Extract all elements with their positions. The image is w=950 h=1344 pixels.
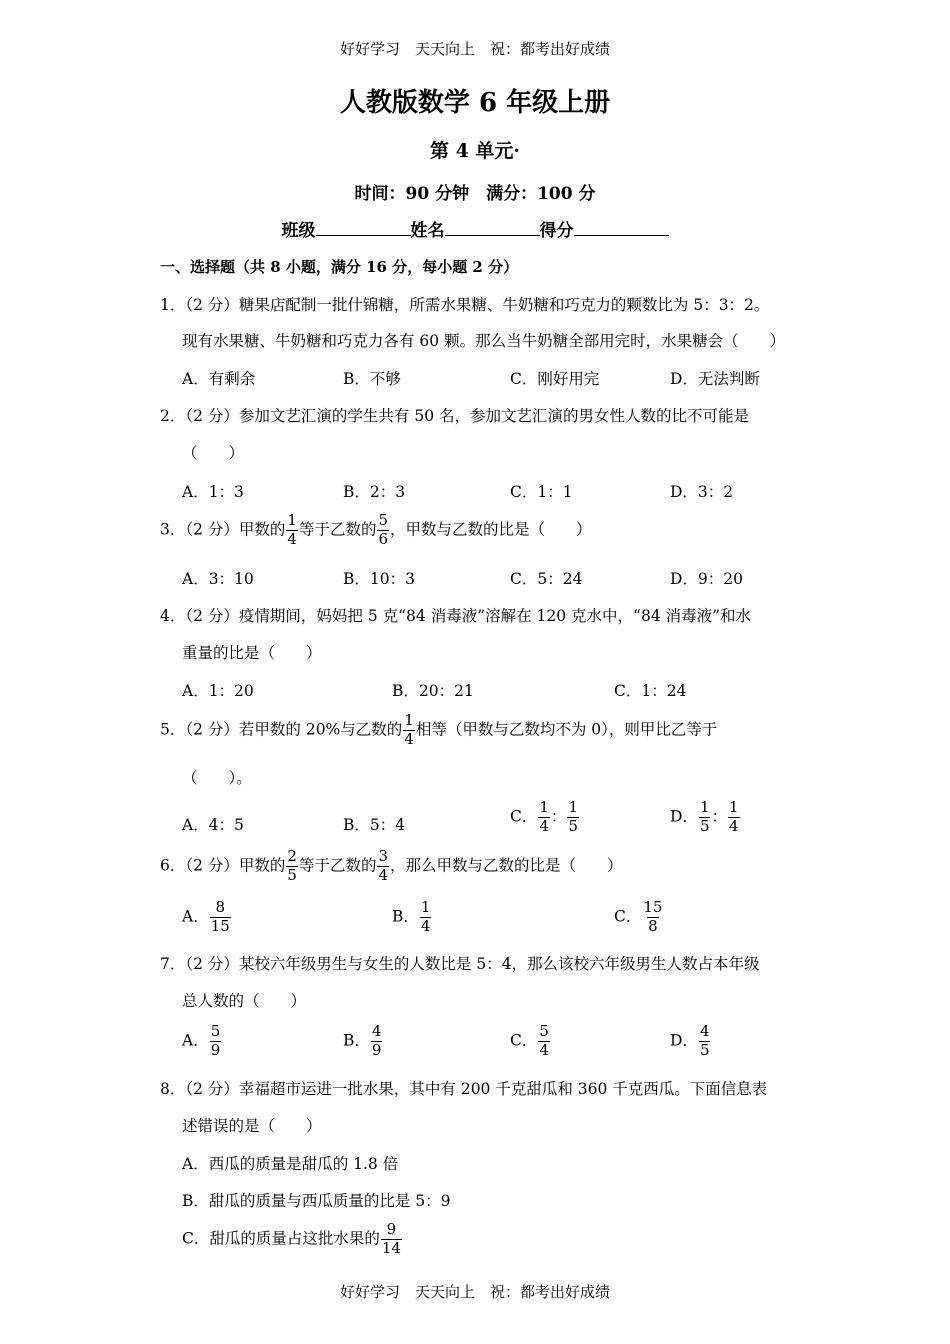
fraction-numerator: 3 [378, 847, 389, 865]
fraction-denominator: 9 [210, 1040, 221, 1059]
q7-line2: 总人数的（ ） [182, 992, 307, 1010]
option-label: C． [614, 907, 642, 926]
q1-option-c: C．刚好用完 [510, 370, 600, 388]
q3-fraction-2 [377, 513, 389, 548]
fraction-denominator: 4 [287, 529, 297, 548]
page-header: 好好学习 天天向上 祝：都考出好成绩 [339, 40, 610, 58]
q4-option-b: B．20：21 [392, 682, 474, 700]
q7-option-a [182, 1024, 222, 1059]
option-fraction [381, 1222, 402, 1257]
fraction-denominator: 4 [539, 816, 549, 835]
fraction-numerator: 5 [378, 511, 389, 529]
q3-text-1: 3．（2 分）甲数的 [160, 520, 286, 539]
q4-option-a: A．1：20 [182, 682, 254, 700]
option-fraction [699, 1024, 711, 1059]
option-fraction [420, 900, 432, 935]
fraction-denominator: 14 [381, 1238, 401, 1257]
q8-line2: 述错误的是（ ） [182, 1117, 322, 1135]
q5-fraction [403, 713, 415, 748]
q4-line1: 4．（2 分）疫情期间，妈妈把 5 克“84 消毒液”溶解在 120 克水中，“84 消毒液”和水 [160, 607, 752, 625]
fraction-denominator: 6 [378, 529, 389, 548]
fraction-denominator: 4 [378, 865, 389, 884]
q6-text-3: ，那么甲数与乙数的比是（ ） [390, 856, 623, 875]
q5-option-c [510, 800, 580, 835]
option-label: D． [670, 1031, 698, 1050]
q4-option-c: C．1：24 [614, 682, 687, 700]
q8-option-a: A．西瓜的质量是甜瓜的 1.8 倍 [182, 1155, 399, 1173]
score-label: 得分 [539, 221, 574, 241]
fraction-numerator: 2 [287, 847, 297, 865]
q7-option-d [670, 1024, 711, 1059]
option-text: C．甜瓜的质量占这批水果的 [182, 1229, 380, 1248]
page-title: 人教版数学 6 年级上册 [339, 88, 611, 118]
info-fields [0, 216, 950, 241]
q5-line2: （ ）。 [182, 769, 252, 787]
q2-line1: 2．（2 分）参加文艺汇演的学生共有 50 名，参加文艺汇演的男女性人数的比不可能是 [160, 407, 749, 425]
fraction-denominator: 15 [210, 916, 230, 935]
fraction-numerator: 8 [215, 898, 226, 916]
fraction-numerator: 4 [371, 1022, 382, 1040]
class-label: 班级 [281, 221, 316, 241]
q3-text-2: 等于乙数的 [298, 520, 377, 539]
option-fraction [210, 1024, 222, 1059]
q3-option-c: C．5：24 [510, 570, 583, 588]
option-fraction [371, 1024, 383, 1059]
q5-option-b: B．5：4 [343, 816, 406, 834]
q8-option-b: B．甜瓜的质量与西瓜质量的比是 5：9 [182, 1192, 451, 1210]
page-footer: 好好学习 天天向上 祝：都考出好成绩 [339, 1283, 610, 1301]
option-fraction-1 [538, 800, 550, 835]
name-blank[interactable] [445, 219, 540, 236]
q8-line1: 8．（2 分）幸福超市运进一批水果，其中有 200 千克甜瓜和 360 千克西瓜。下面信息表 [160, 1080, 768, 1098]
fraction-denominator: 5 [699, 1040, 710, 1059]
q2-option-c: C．1：1 [510, 483, 573, 501]
fraction-denominator: 4 [420, 916, 431, 935]
option-label: B． [343, 1031, 370, 1050]
fraction-denominator: 4 [729, 816, 739, 835]
fraction-numerator: 1 [568, 798, 578, 816]
q5-option-a: A．4：5 [182, 816, 244, 834]
q1-line2: 现有水果糖、牛奶糖和巧克力各有 60 颗。那么当牛奶糖全部用完时，水果糖会（ ） [182, 332, 786, 350]
q6-option-a [182, 900, 232, 935]
time-score: 时间：90 分钟 满分：100 分 [354, 184, 596, 204]
score-blank[interactable] [574, 219, 669, 236]
q1-option-a: A．有剩余 [182, 370, 256, 388]
q5-text-1: 5．（2 分）若甲数的 20%与乙数的 [160, 720, 403, 739]
q1-option-b: B．不够 [343, 370, 401, 388]
fraction-denominator: 4 [404, 729, 414, 748]
q3-line [160, 513, 592, 548]
q1-option-d: D．无法判断 [670, 370, 760, 388]
q6-text-2: 等于乙数的 [298, 856, 377, 875]
fraction-numerator: 5 [210, 1022, 221, 1040]
unit-title: 第 4 单元· [429, 140, 521, 162]
q7-line1: 7．（2 分）某校六年级男生与女生的人数比是 5：4，那么该校六年级男生人数占本年级 [160, 955, 760, 973]
option-fraction-1 [699, 800, 711, 835]
fraction-denominator: 5 [568, 816, 578, 835]
fraction-denominator: 5 [287, 865, 297, 884]
q3-text-3: ，甲数与乙数的比是（ ） [390, 520, 592, 539]
fraction-denominator: 5 [699, 816, 710, 835]
q5-text-2: 相等（甲数与乙数均不为 0），则甲比乙等于 [415, 720, 718, 739]
option-label: D． [670, 807, 698, 826]
option-label: A． [182, 1031, 209, 1050]
option-fraction [210, 900, 231, 935]
ratio-separator: ： [711, 807, 727, 826]
fraction-numerator: 1 [539, 798, 549, 816]
q6-option-b [392, 900, 432, 935]
fraction-denominator: 8 [648, 916, 658, 935]
option-fraction [538, 1024, 550, 1059]
q5-line1 [160, 713, 717, 748]
q8-option-c [182, 1222, 403, 1257]
q3-option-a: A．3：10 [182, 570, 254, 588]
q1-line1: 1．（2 分）糖果店配制一批什锦糖，所需水果糖、牛奶糖和巧克力的颗数比为 5：3：2。 [160, 296, 770, 314]
q7-option-c [510, 1024, 551, 1059]
q2-option-d: D．3：2 [670, 483, 734, 501]
option-fraction [642, 900, 663, 935]
fraction-denominator: 9 [371, 1040, 382, 1059]
q6-fraction-1 [286, 849, 298, 884]
q7-option-b [343, 1024, 383, 1059]
fraction-numerator: 15 [643, 898, 663, 916]
fraction-numerator: 1 [404, 711, 414, 729]
q2-option-b: B．2：3 [343, 483, 406, 501]
class-blank[interactable] [316, 219, 411, 236]
q5-option-d [670, 800, 741, 835]
fraction-denominator: 4 [539, 1040, 549, 1059]
fraction-numerator: 9 [386, 1220, 397, 1238]
q3-option-b: B．10：3 [343, 570, 415, 588]
q6-text-1: 6．（2 分）甲数的 [160, 856, 286, 875]
q3-fraction-1 [286, 513, 298, 548]
q6-option-c [614, 900, 664, 935]
fraction-numerator: 1 [729, 798, 739, 816]
option-label: C． [510, 1031, 538, 1050]
section-title: 一、选择题（共 8 小题，满分 16 分，每小题 2 分） [160, 258, 519, 276]
q6-line [160, 849, 623, 884]
q2-option-a: A．1：3 [182, 483, 244, 501]
fraction-numerator: 1 [420, 898, 431, 916]
option-label: C． [510, 807, 538, 826]
option-label: B． [392, 907, 419, 926]
q3-option-d: D．9：20 [670, 570, 744, 588]
ratio-separator: ： [550, 807, 567, 826]
q2-line2: （ ） [182, 444, 245, 462]
option-label: A． [182, 907, 209, 926]
q6-fraction-2 [377, 849, 389, 884]
fraction-numerator: 1 [287, 511, 297, 529]
fraction-numerator: 1 [699, 798, 710, 816]
fraction-numerator: 4 [699, 1022, 710, 1040]
option-fraction-2 [567, 800, 579, 835]
name-label: 姓名 [410, 221, 445, 241]
option-fraction-2 [728, 800, 740, 835]
fraction-numerator: 5 [539, 1022, 549, 1040]
q4-line2: 重量的比是（ ） [182, 644, 322, 662]
